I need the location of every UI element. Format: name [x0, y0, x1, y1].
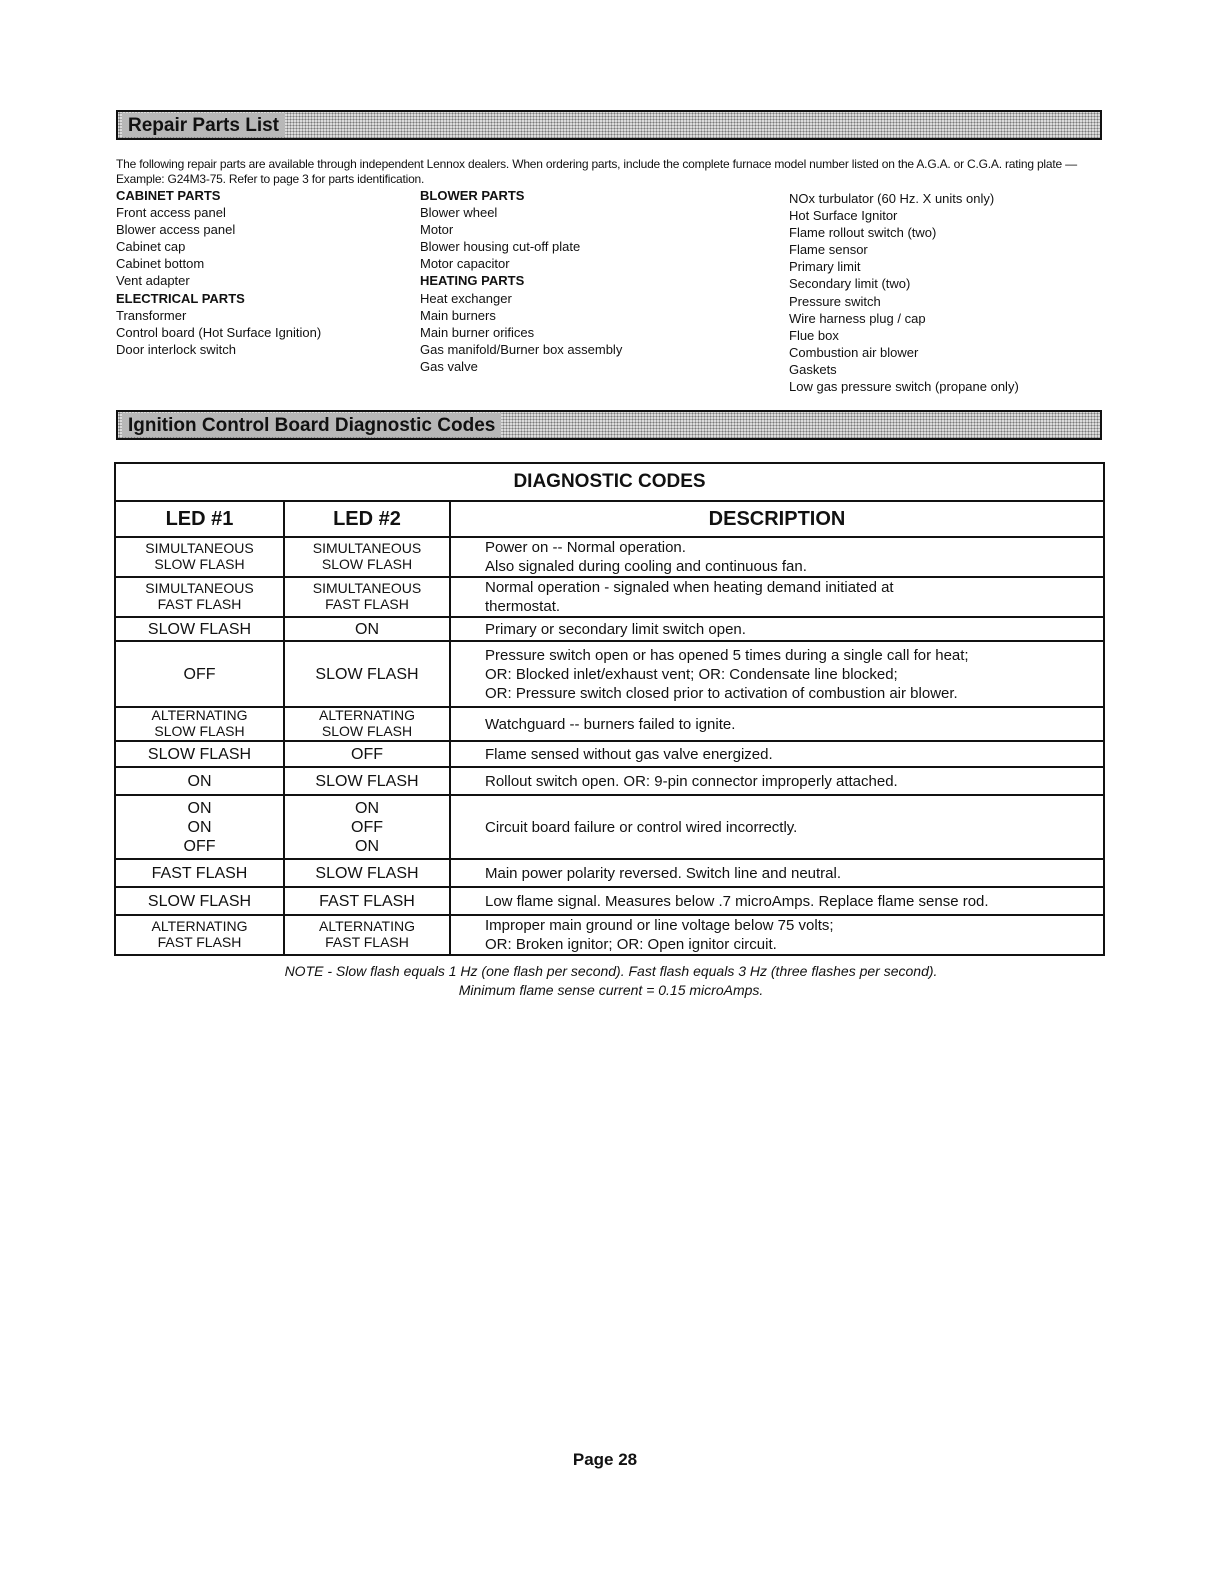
- description-line: Primary or secondary limit switch open.: [485, 620, 746, 638]
- description-line: Circuit board failure or control wired incorrectly.: [485, 818, 798, 836]
- led2-state: SIMULTANEOUS: [312, 540, 422, 557]
- led1-state: ON: [187, 799, 212, 817]
- parts-item: Cabinet bottom: [116, 256, 205, 272]
- table-row: [115, 767, 1104, 795]
- led2-state: SLOW FLASH: [315, 772, 419, 790]
- description-cell: [450, 915, 1104, 955]
- parts-item: Cabinet cap: [116, 239, 186, 255]
- led2-state: OFF: [351, 818, 383, 836]
- led2-state: SIMULTANEOUS: [312, 580, 422, 597]
- led1-state: OFF: [183, 837, 216, 855]
- table-row: [115, 577, 1104, 617]
- table-row: [115, 617, 1104, 641]
- led1-cell: [115, 537, 284, 577]
- parts-item: Flame sensor: [789, 242, 868, 258]
- led1-state: FAST FLASH: [157, 596, 242, 612]
- led2-state: OFF: [351, 745, 383, 763]
- description-line: Power on -- Normal operation.: [485, 539, 686, 556]
- parts-item: Blower housing cut-off plate: [420, 239, 581, 255]
- description-cell: [450, 617, 1104, 641]
- led2-state: ALTERNATING: [319, 707, 415, 724]
- parts-column-1: [116, 187, 321, 358]
- table-row: [115, 887, 1104, 915]
- led1-cell: [115, 741, 284, 767]
- parts-item: Gaskets: [789, 361, 837, 377]
- led2-cell: [284, 741, 450, 767]
- parts-item: Flue box: [789, 327, 839, 343]
- led1-state: SLOW FLASH: [154, 556, 245, 572]
- description-line: OR: Pressure switch closed prior to activation of combustion air blower.: [485, 684, 958, 702]
- led2-state: SLOW FLASH: [321, 723, 413, 739]
- description-line: Improper main ground or line voltage below 75 volts;: [485, 917, 834, 934]
- table-row: [115, 537, 1104, 577]
- repair-parts-header: [116, 110, 1102, 140]
- parts-item: NOx turbulator (60 Hz. X units only): [789, 191, 995, 206]
- led1-state: SLOW FLASH: [147, 620, 252, 638]
- led2-state: ON: [355, 620, 379, 638]
- header-led2: LED #2: [284, 501, 450, 537]
- description-line: Watchguard -- burners failed to ignite.: [485, 715, 736, 733]
- parts-item: Low gas pressure switch (propane only): [789, 379, 1019, 395]
- parts-item: Blower wheel: [420, 205, 498, 221]
- parts-item: Gas manifold/Burner box assembly: [420, 341, 623, 357]
- led2-state: SLOW FLASH: [315, 864, 419, 882]
- ignition-codes-title: Ignition Control Board Diagnostic Codes: [122, 413, 501, 437]
- led2-state: ON: [355, 799, 379, 817]
- description-cell: [450, 577, 1104, 617]
- led2-cell: [284, 767, 450, 795]
- led2-cell: [284, 537, 450, 577]
- led1-state: FAST FLASH: [157, 934, 242, 950]
- led2-cell: [284, 617, 450, 641]
- table-caption: DIAGNOSTIC CODES: [115, 463, 1104, 501]
- led2-cell: [284, 859, 450, 887]
- note: [116, 962, 1106, 1000]
- led2-state: FAST FLASH: [325, 934, 409, 950]
- led1-state: ALTERNATING: [151, 707, 248, 724]
- led1-cell: [115, 859, 284, 887]
- parts-item: Secondary limit (two): [789, 276, 911, 292]
- led2-cell: [284, 915, 450, 955]
- description-line: Normal operation - signaled when heating demand initiated at: [485, 579, 894, 596]
- description-cell: [450, 707, 1104, 741]
- parts-item: Transformer: [116, 307, 187, 323]
- led1-cell: [115, 795, 284, 859]
- parts-item: Hot Surface Ignitor: [789, 208, 898, 224]
- led1-state: SIMULTANEOUS: [145, 580, 254, 597]
- led2-state: SLOW FLASH: [315, 665, 419, 683]
- description-line: Also signaled during cooling and continuous fan.: [485, 558, 807, 575]
- led2-state: ON: [355, 837, 379, 855]
- led1-cell: [115, 577, 284, 617]
- led1-cell: [115, 617, 284, 641]
- ignition-codes-header: [116, 410, 1102, 440]
- parts-category-heading: CABINET PARTS: [116, 188, 221, 203]
- led1-cell: [115, 707, 284, 741]
- led1-cell: [115, 887, 284, 915]
- led1-cell: [115, 641, 284, 707]
- description-line: Low flame signal. Measures below .7 microAmps. Replace flame sense rod.: [485, 892, 989, 910]
- parts-item: Combustion air blower: [789, 344, 919, 360]
- description-line: Main power polarity reversed. Switch line and neutral.: [485, 864, 842, 882]
- led2-cell: [284, 707, 450, 741]
- led1-cell: [115, 767, 284, 795]
- table-body: [115, 537, 1104, 955]
- note-line-2: Minimum flame sense current = 0.15 microAmps.: [458, 982, 764, 998]
- parts-column-2: [420, 187, 622, 375]
- led1-cell: [115, 915, 284, 955]
- led1-state: ALTERNATING: [151, 918, 248, 935]
- description-line: Rollout switch open. OR: 9-pin connector improperly attached.: [485, 772, 898, 790]
- table-row: [115, 707, 1104, 741]
- repair-parts-title: Repair Parts List: [122, 113, 285, 137]
- description-line: OR: Blocked inlet/exhaust vent; OR: Condensate line blocked;: [485, 665, 898, 683]
- description-cell: [450, 537, 1104, 577]
- note-line-1: NOTE - Slow flash equals 1 Hz (one flash per second). Fast flash equals 3 Hz (three flashes per second).: [284, 963, 938, 979]
- led1-state: ON: [187, 772, 212, 790]
- table-row: [115, 915, 1104, 955]
- led1-state: SLOW FLASH: [147, 745, 252, 763]
- led1-state: FAST FLASH: [151, 864, 248, 882]
- parts-item: Motor capacitor: [420, 256, 510, 272]
- parts-item: Front access panel: [116, 205, 226, 221]
- led2-state: ALTERNATING: [319, 918, 415, 935]
- description-cell: [450, 767, 1104, 795]
- table-row: [115, 641, 1104, 707]
- parts-column-3: [789, 190, 1019, 395]
- led2-state: FAST FLASH: [325, 596, 409, 612]
- parts-item: Main burner orifices: [420, 324, 535, 340]
- parts-item: Gas valve: [420, 358, 478, 374]
- description-line: OR: Broken ignitor; OR: Open ignitor circuit.: [485, 936, 777, 953]
- parts-category-heading: HEATING PARTS: [420, 273, 525, 289]
- led1-state: SLOW FLASH: [154, 723, 245, 739]
- parts-item: Wire harness plug / cap: [789, 310, 926, 326]
- description-cell: [450, 887, 1104, 915]
- header-description: DESCRIPTION: [450, 501, 1104, 537]
- parts-item: Control board (Hot Surface Ignition): [116, 324, 322, 340]
- parts-item: Heat exchanger: [420, 290, 512, 306]
- parts-item: Blower access panel: [116, 222, 236, 238]
- led2-cell: [284, 795, 450, 859]
- parts-item: Primary limit: [789, 259, 861, 275]
- intro-paragraph: The following repair parts are available through independent Lennox dealers. When ordering parts, include the complete furnace model number listed on the A.G.A. or C.G.A. rating plate — Example: G24M3-75. Refer to page 3 for parts identification.: [116, 157, 1077, 186]
- led2-cell: [284, 641, 450, 707]
- led2-cell: [284, 887, 450, 915]
- parts-category-heading: BLOWER PARTS: [420, 188, 525, 203]
- table-row: [115, 741, 1104, 767]
- header-led1: LED #1: [115, 501, 284, 537]
- description-cell: [450, 795, 1104, 859]
- table-row: [115, 859, 1104, 887]
- description-line: Pressure switch open or has opened 5 times during a single call for heat;: [485, 646, 969, 664]
- parts-item: Motor: [420, 222, 454, 238]
- led1-state: ON: [187, 818, 212, 836]
- parts-item: Pressure switch: [789, 293, 881, 309]
- led1-state: SLOW FLASH: [147, 892, 252, 910]
- description-line: thermostat.: [485, 598, 561, 615]
- diagnostic-codes-table: [114, 462, 1105, 956]
- parts-item: Vent adapter: [116, 273, 190, 289]
- led2-state: FAST FLASH: [319, 892, 415, 910]
- description-cell: [450, 641, 1104, 707]
- parts-item: Main burners: [420, 307, 496, 323]
- led1-state: OFF: [183, 665, 216, 683]
- led1-state: SIMULTANEOUS: [145, 540, 254, 557]
- led2-state: SLOW FLASH: [321, 556, 413, 572]
- description-line: Flame sensed without gas valve energized.: [485, 745, 773, 763]
- parts-item: Door interlock switch: [116, 341, 236, 357]
- page-number: Page 28: [572, 1450, 638, 1469]
- parts-category-heading: ELECTRICAL PARTS: [116, 290, 245, 306]
- parts-item: Flame rollout switch (two): [789, 225, 937, 241]
- led2-cell: [284, 577, 450, 617]
- table-row: [115, 795, 1104, 859]
- description-cell: [450, 741, 1104, 767]
- description-cell: [450, 859, 1104, 887]
